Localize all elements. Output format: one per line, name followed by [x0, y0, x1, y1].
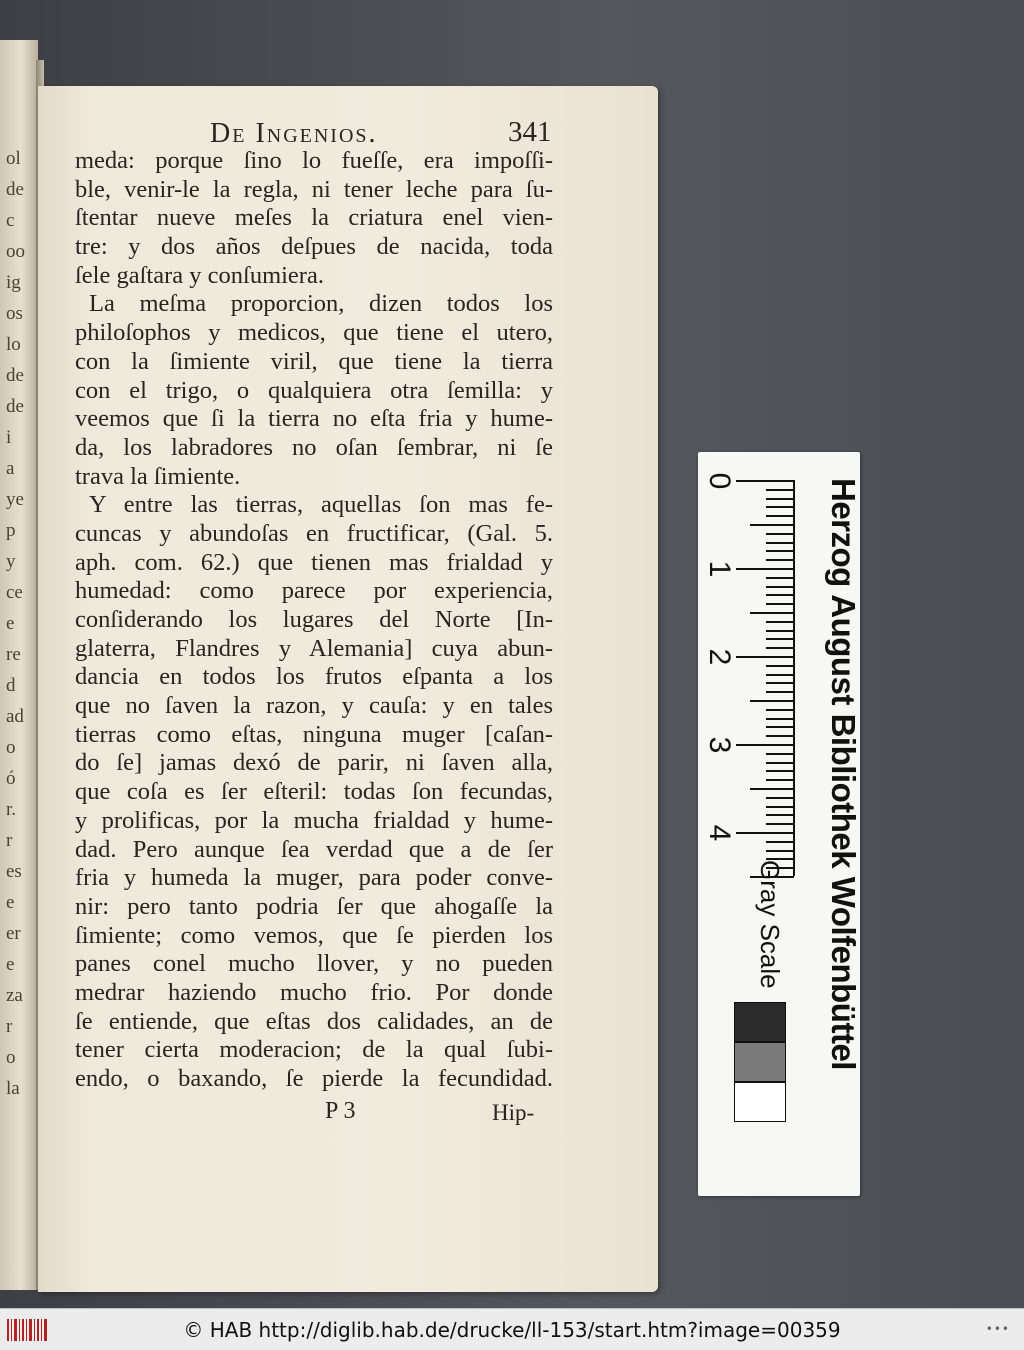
- text-line-content: endo, o baxando, ſe pierde la fecundidad.: [75, 1065, 553, 1092]
- previous-page-fragment: o: [6, 737, 16, 758]
- text-line: [75, 549, 553, 578]
- text-line: [75, 635, 553, 664]
- ruler-tick: [766, 762, 794, 764]
- dots-icon: •••: [985, 1322, 1010, 1336]
- text-line: [75, 463, 553, 492]
- ruler-number: 3: [703, 736, 736, 754]
- previous-page-fragment: ol: [6, 148, 21, 169]
- ruler-tick: [766, 665, 794, 667]
- ruler-tick: [766, 682, 794, 684]
- ruler-tick: [766, 533, 794, 535]
- text-line: [75, 434, 553, 463]
- text-line: [75, 348, 553, 377]
- previous-page-fragment: e: [6, 892, 15, 913]
- ruler-tick: [736, 656, 794, 658]
- text-line-content: nir: pero tanto podria ſer que ahogaſſe la: [75, 892, 553, 920]
- text-line-content: meda: porque ſino lo fueſſe, era impoſſi-: [75, 147, 553, 174]
- text-line: [75, 1065, 553, 1094]
- text-line: [75, 520, 553, 549]
- text-line: [75, 204, 553, 233]
- ruler-tick: [766, 594, 794, 596]
- ruler-edge: [793, 480, 795, 876]
- gray-swatch: [734, 1042, 786, 1082]
- text-line-content: que no ſaven la razon, y cauſa: y en tales: [75, 692, 553, 720]
- text-line-content: ſe entiende, que eſtas dos calidades, an de: [75, 1007, 553, 1035]
- ruler-tick: [766, 753, 794, 755]
- gray-swatch: [734, 1002, 786, 1042]
- previous-page-fragment: de: [6, 365, 24, 386]
- ruler-tick: [750, 612, 794, 614]
- previous-page-fragment: o: [6, 1047, 16, 1068]
- text-line-content: humedad: como parece por experiencia,: [75, 577, 553, 605]
- footer-bar: [0, 1308, 1024, 1350]
- text-line: [75, 922, 553, 951]
- ruler-tick: [736, 480, 794, 482]
- ruler-tick: [766, 691, 794, 693]
- previous-page-fragment: os: [6, 303, 23, 324]
- text-line-content: La meſma proporcion, dizen todos los: [89, 290, 553, 318]
- ruler-tick: [766, 850, 794, 852]
- previous-page-fragment: ó: [6, 768, 16, 789]
- ruler-tick: [766, 630, 794, 632]
- ruler-number: 2: [703, 648, 736, 666]
- text-line-content: Y entre las tierras, aquellas ſon mas fe-: [89, 491, 553, 519]
- text-line: [75, 721, 553, 750]
- ruler-tick: [766, 638, 794, 640]
- text-line: [75, 692, 553, 721]
- ruler-tick: [766, 770, 794, 772]
- signature-mark: P 3: [325, 1098, 356, 1124]
- text-line-content: dad. Pero aunque ſea verdad que a de ſer: [75, 835, 553, 863]
- ruler-tick: [766, 726, 794, 728]
- text-line: [75, 1036, 553, 1065]
- text-line-content: tierras como eſtas, ninguna muger [caſan-: [75, 720, 553, 748]
- text-line: [75, 778, 553, 807]
- previous-page-fragment: r: [6, 1016, 13, 1037]
- previous-page-fragment: ad: [6, 706, 24, 727]
- institution-label: Herzog August Bibliothek Wolfenbüttel: [825, 478, 862, 1070]
- previous-page-fragment: za: [6, 985, 23, 1006]
- previous-page-edge: [0, 40, 38, 1290]
- previous-page-fragment: d: [6, 675, 16, 696]
- ruler-tick: [766, 586, 794, 588]
- previous-page-fragment: de: [6, 179, 24, 200]
- ruler-tick: [766, 577, 794, 579]
- ruler-tick: [766, 647, 794, 649]
- ruler-tick: [736, 832, 794, 834]
- previous-page-fragment: es: [6, 861, 22, 882]
- previous-page-fragment: a: [6, 458, 15, 479]
- text-line: [75, 893, 553, 922]
- previous-page-fragment: de: [6, 396, 24, 417]
- ruler-tick: [766, 498, 794, 500]
- gray-swatch: [734, 1082, 786, 1122]
- text-line: [75, 577, 553, 606]
- text-line-content: ſimiente; como vemos, que ſe pierden los: [75, 921, 553, 949]
- previous-page-fragment: y: [6, 551, 16, 572]
- ruler-tick: [766, 506, 794, 508]
- text-line-content: que coſa es ſer eſteril: todas ſon fecundas,: [75, 778, 553, 806]
- ruler-tick: [766, 814, 794, 816]
- text-line-content: ſtentar nueve meſes la criatura enel vien-: [75, 204, 553, 232]
- previous-page-fragment: ce: [6, 582, 23, 603]
- text-line-content: veemos que ſi la tierra no eſta fria y hume-: [75, 405, 553, 433]
- text-line-content: y prolificas, por la mucha frialdad y hume-: [75, 806, 553, 834]
- ruler-tick: [766, 823, 794, 825]
- ruler-tick: [766, 550, 794, 552]
- ruler-tick: [766, 603, 794, 605]
- text-line: [75, 836, 553, 865]
- text-line: [75, 233, 553, 262]
- ruler-tick: [766, 841, 794, 843]
- text-line-content: tre: y dos años deſpues de nacida, toda: [75, 233, 553, 261]
- previous-page-fragment: oo: [6, 241, 25, 262]
- text-line-content: ſele gaſtara y conſumiera.: [75, 261, 324, 289]
- text-line: [75, 377, 553, 406]
- text-line-content: trava la ſimiente.: [75, 462, 241, 490]
- text-line-content: fria y humeda la muger, para poder conve-: [75, 864, 553, 892]
- ruler-tick: [766, 542, 794, 544]
- catchword: Hip-: [492, 1100, 535, 1125]
- text-line: [75, 319, 553, 348]
- previous-page-fragment: ig: [6, 272, 21, 293]
- text-line: [75, 405, 553, 434]
- text-line: [75, 176, 553, 205]
- text-line-content: philoſophos y medicos, que tiene el utero,: [75, 319, 553, 347]
- previous-page-fragment: c: [6, 210, 15, 231]
- ruler-tick: [766, 709, 794, 711]
- ruler-tick: [736, 568, 794, 570]
- previous-page-fragment: e: [6, 954, 15, 975]
- ruler-tick: [750, 788, 794, 790]
- text-line-content: medrar haziendo mucho frio. Por donde: [75, 978, 553, 1006]
- ruler-number: 1: [703, 560, 736, 578]
- grayscale-label: Gray Scale: [755, 860, 785, 989]
- text-line-content: aph. com. 62.) que tienen mas frialdad y: [75, 548, 553, 576]
- ruler-tick: [766, 674, 794, 676]
- ruler: [698, 452, 798, 852]
- text-line-content: da, los labradores no oſan ſembrar, ni ſe: [75, 433, 553, 461]
- text-line: [75, 663, 553, 692]
- text-line-content: glaterra, Flandres y Alemania] cuya abun-: [75, 634, 553, 662]
- text-line: [75, 290, 553, 319]
- text-line-content: conſiderando los lugares del Norte [In-: [75, 606, 553, 633]
- text-line-content: panes conel mucho llover, y no pueden: [75, 950, 553, 978]
- text-line: [75, 491, 553, 520]
- previous-page-fragment: r: [6, 830, 13, 851]
- ruler-tick: [766, 515, 794, 517]
- ruler-tick: [750, 524, 794, 526]
- ruler-number: 0: [703, 472, 736, 490]
- text-line: [75, 864, 553, 893]
- previous-page-fragment: r.: [6, 799, 17, 820]
- previous-page-fragment: la: [6, 1078, 20, 1099]
- text-line-content: con la ſimiente viril, que tiene la tierra: [75, 347, 553, 375]
- running-header: De Ingenios.: [210, 118, 378, 149]
- ruler-tick: [766, 559, 794, 561]
- ruler-tick: [766, 621, 794, 623]
- text-line: [75, 979, 553, 1008]
- previous-page-fragment: er: [6, 923, 21, 944]
- text-line-content: dancia en todos los frutos eſpanta a los: [75, 663, 553, 691]
- gray-scale-swatches: [734, 1002, 786, 1122]
- text-line-content: con el trigo, o qualquiera otra ſemilla: y: [75, 376, 553, 404]
- ruler-tick: [766, 718, 794, 720]
- text-line-content: cuncas y abundoſas en fructificar, (Gal. 5.: [75, 519, 553, 547]
- ruler-tick: [766, 735, 794, 737]
- text-line: [75, 807, 553, 836]
- text-line: [75, 749, 553, 778]
- previous-page-fragment: lo: [6, 334, 21, 355]
- previous-page-fragment: re: [6, 644, 21, 665]
- text-line: [75, 262, 553, 291]
- text-line-content: tener cierta moderacion; de la qual ſubi-: [75, 1036, 553, 1064]
- ruler-tick: [750, 700, 794, 702]
- ruler-number: 4: [703, 824, 736, 842]
- ruler-tick: [736, 744, 794, 746]
- text-line: [75, 606, 553, 635]
- copyright-url-text: © HAB http://diglib.hab.de/drucke/ll-153/start.htm?image=00359: [183, 1318, 841, 1342]
- ruler-tick: [766, 489, 794, 491]
- text-line: [75, 1008, 553, 1037]
- text-line-content: ble, venir-le la regla, ni tener leche para ſu-: [75, 175, 553, 203]
- ruler-tick: [766, 806, 794, 808]
- previous-page-fragment: p: [6, 520, 16, 541]
- text-line: [75, 147, 553, 176]
- ruler-tick: [766, 779, 794, 781]
- page-body-text: [75, 147, 553, 1094]
- ruler-tick: [766, 797, 794, 799]
- text-line: [75, 950, 553, 979]
- previous-page-fragment: ye: [6, 489, 24, 510]
- previous-page-fragment: e: [6, 613, 15, 634]
- page-number: 341: [508, 116, 552, 148]
- text-line-content: do ſe] jamas dexó de parir, ni ſaven alla,: [75, 749, 553, 777]
- previous-page-fragment: i: [6, 427, 12, 448]
